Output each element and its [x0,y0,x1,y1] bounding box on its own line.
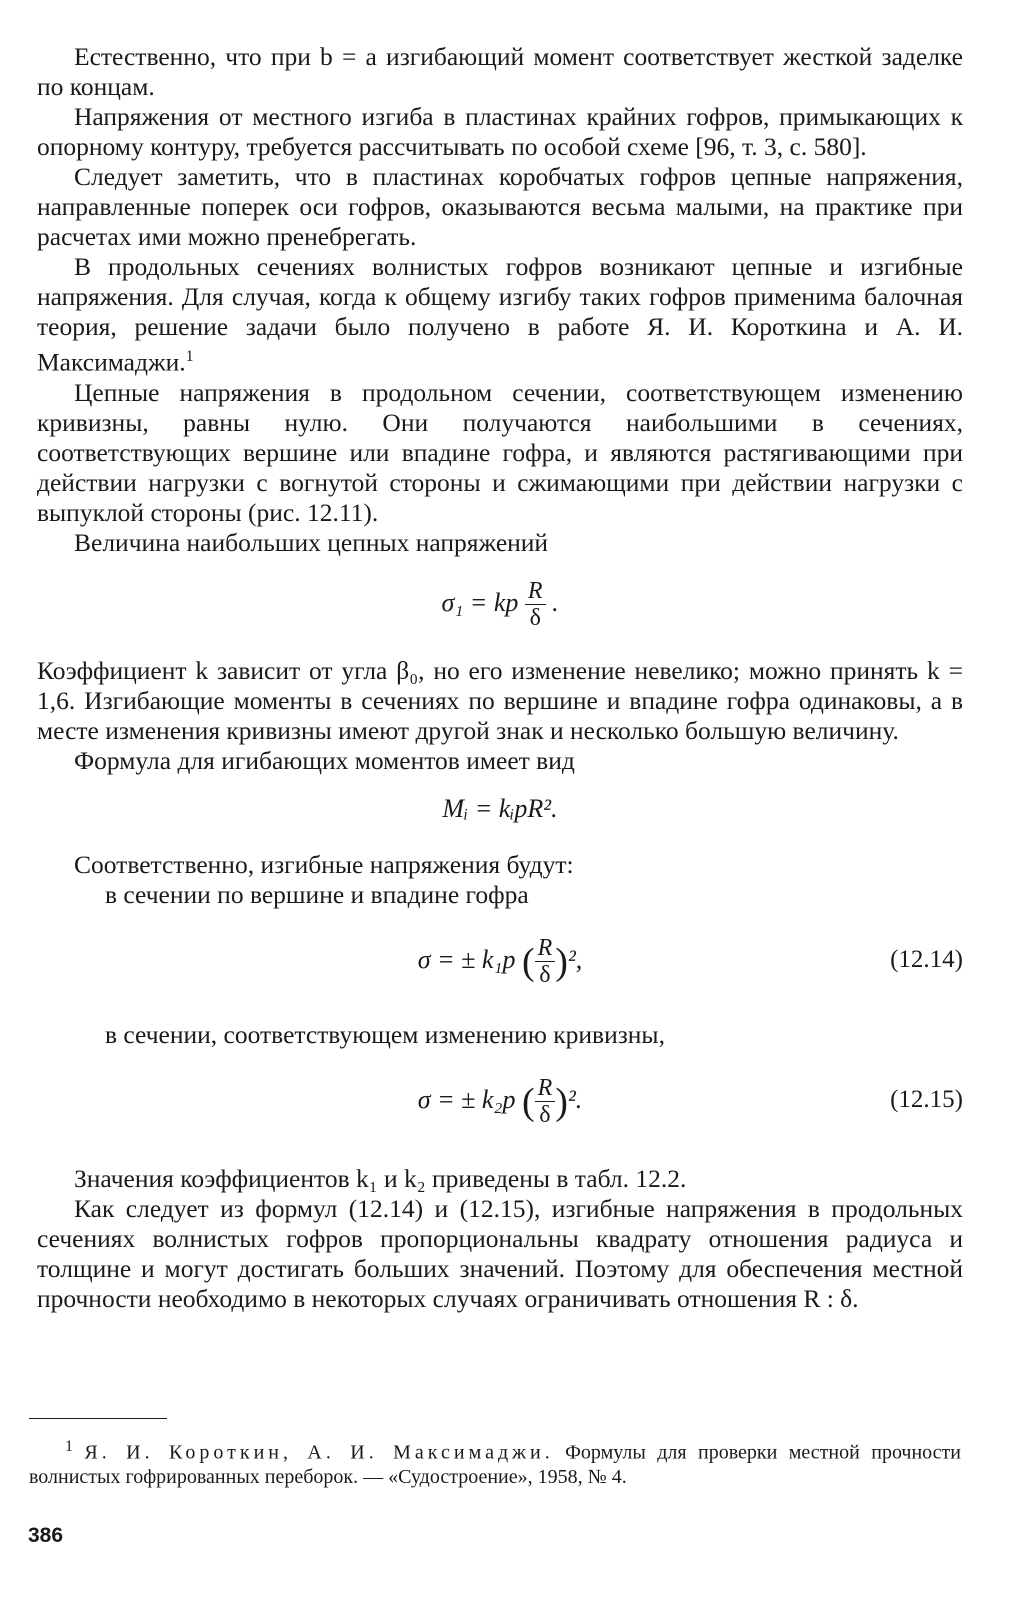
footnote-divider [29,1418,167,1419]
formula-12-15-fraction [535,1075,556,1128]
paragraph-4 [37,252,963,378]
paragraph-7: Коэффициент k зависит от угла β₀, но его изменение невелико; можно принять k = 1,6. Изгибающие моменты в сечениях по вершине и впадине гофра одинаковы, а в месте изменения кривизны имеют другой знак и несколько большую величину. [37,655,963,745]
paragraph-12: Значения коэффициентов k₁ и k₂ приведены в табл. 12.2. [74,1163,687,1193]
paragraph-10: в сечении по вершине и впадине гофра [105,879,529,909]
paragraph-4-text: В продольных сечениях волнистых гофров возникают цепные и изгибные напряжения. Для случая, когда к общему изгибу таких гофров применима балочная теория, решение задачи было получено в работе Я. И. Короткина и А. И. Максимаджи. [37,252,963,377]
fraction-denominator: δ [529,605,541,632]
left-paren: ( [521,1080,535,1123]
paragraph-11: в сечении, соответствующем изменению кривизны, [105,1019,665,1049]
formula-sigma1 [37,564,963,642]
footnote-authors: Я. И. Короткин, А. И. Максимаджи. [84,1441,554,1464]
paragraph-13: Как следует из формул (12.14) и (12.15), изгибные напряжения в продольных сечениях волнистых гофров пропорциональны квадрату отношения радиуса и толщине и могут достигать больших значений. Поэтому для обеспечения местной прочности необходимо в некоторых случаях ограничивать отношения R : δ. [37,1193,963,1313]
paragraph-5: Цепные напряжения в продольном сечении, соответствующем изменению кривизны, равны нулю. Они получаются наибольшими в сечениях, соответствующих вершине или впадине гофра, и являются растягивающими при действии нагрузки с вогнутой стороны и сжимающими при действии нагрузки с выпуклой стороны (рис. 12.11). [37,377,963,527]
paragraph-6: Величина наибольших цепных напряжений [74,527,549,557]
paragraph-1: Естественно, что при b = a изгибающий момент соответствует жесткой заделке по концам. [37,42,963,101]
formula-moment: Mᵢ = kᵢpR². [442,793,558,823]
fraction-numerator: R [535,1075,556,1102]
formula-12-14-fraction [535,935,556,988]
right-paren: ) [555,940,568,983]
footnote-text: Формулы для проверки местной прочности волнистых гофрированных переборок. — «Судостроение», 1958, № 4. [29,1441,962,1488]
paragraph-9: Соответственно, изгибные напряжения будут: [74,849,574,879]
fraction-denominator: δ [539,962,551,989]
formula-12-15-lhs: σ = ± k₂p [417,1084,516,1114]
formula-12-14-tail: ², [567,944,583,974]
equation-number-12-15: (12.15) [890,1085,963,1113]
formula-sigma1-fraction [525,578,546,631]
formula-sigma1-tail: . [552,587,559,617]
formula-12-14 [37,910,963,1010]
right-paren: ) [555,1080,568,1123]
formula-12-15-tail: ². [567,1084,583,1114]
paragraph-3: Следует заметить, что в пластинах коробчатых гофров цепные напряжения, направленные поперек оси гофров, оказываются весьма малыми, на практике при расчетах ими можно пренебрегать. [37,162,963,251]
left-paren: ( [521,940,535,983]
page-number: 386 [28,1524,64,1547]
paragraph-8: Формула для игибающих моментов имеет вид [74,745,575,775]
fraction-numerator: R [535,935,556,962]
paragraph-2: Напряжения от местного изгиба в пластинах крайних гофров, примыкающих к опорному контуру, требуется рассчитывать по особой схеме [96, т. 3, с. 580]. [37,102,963,161]
formula-12-15 [37,1050,963,1150]
formula-sigma1-lhs: σ₁ = kp [441,587,519,617]
footnote-ref: 1 [185,348,194,365]
footnote [29,1435,961,1489]
page-body [37,42,963,1314]
fraction-denominator: δ [539,1102,551,1129]
formula-12-14-lhs: σ = ± k₁p [417,944,516,974]
footnote-marker: 1 [65,1438,73,1455]
equation-number-12-14: (12.14) [890,945,963,973]
fraction-numerator: R [525,578,546,605]
